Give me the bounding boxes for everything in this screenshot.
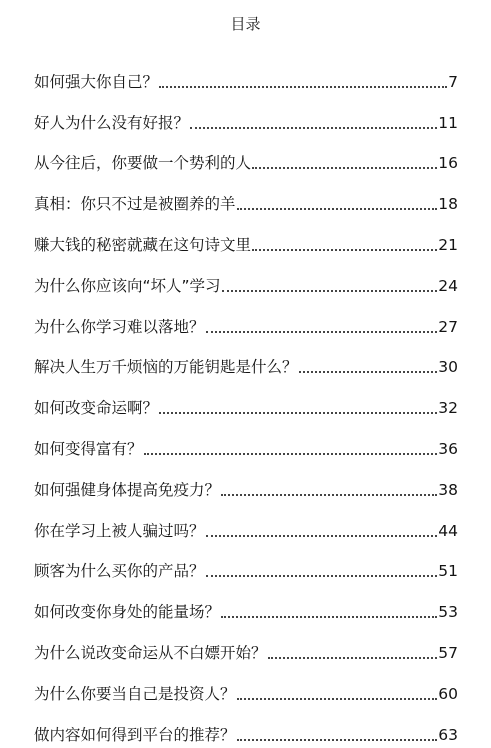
toc-page-number: 51 xyxy=(438,562,458,581)
dot-leader xyxy=(206,331,438,333)
dot-leader xyxy=(206,535,438,537)
toc-page-number: 32 xyxy=(438,399,458,418)
toc-entry-title: 为什么你学习难以落地？ xyxy=(34,317,205,336)
toc-page-number: 53 xyxy=(438,603,458,622)
dot-leader xyxy=(206,575,438,577)
dot-leader xyxy=(159,412,437,414)
toc-entry-title: 为什么说改变命运从不白嫖开始？ xyxy=(34,643,267,662)
toc-entry-title: 做内容如何得到平台的推荐？ xyxy=(34,725,236,744)
dot-leader xyxy=(252,167,437,169)
toc-page-number: 36 xyxy=(438,439,458,458)
toc-list xyxy=(34,52,458,746)
toc-page-number: 63 xyxy=(438,725,458,744)
dot-leader xyxy=(252,249,437,251)
toc-page-number: 16 xyxy=(438,154,458,173)
toc-entry-title: 顾客为什么买你的产品？ xyxy=(34,562,205,581)
dot-leader xyxy=(268,657,438,659)
toc-page-number: 38 xyxy=(438,480,458,499)
dot-leader xyxy=(299,371,438,373)
toc-entry-title: 从今往后，你要做一个势利的人 xyxy=(34,154,252,173)
toc-page-number: 57 xyxy=(438,643,458,662)
toc-entry-title: 好人为什么没有好报？ xyxy=(34,113,190,132)
toc-entry[interactable] xyxy=(34,664,458,705)
toc-entry[interactable] xyxy=(34,501,458,542)
toc-entry-title: 如何变得富有？ xyxy=(34,439,143,458)
toc-entry-title: 如何强健身体提高免疫力？ xyxy=(34,480,221,499)
toc-page-number: 7 xyxy=(448,72,458,91)
dot-leader xyxy=(237,698,438,700)
dot-leader xyxy=(237,208,438,210)
dot-leader xyxy=(221,494,437,496)
toc-entry[interactable] xyxy=(34,93,458,134)
toc-entry-title: 你在学习上被人骗过吗？ xyxy=(34,521,205,540)
toc-entry[interactable] xyxy=(34,705,458,746)
toc-entry[interactable] xyxy=(34,256,458,297)
dot-leader xyxy=(159,86,447,88)
toc-entry-title: 如何改变你身处的能量场？ xyxy=(34,603,221,622)
dot-leader xyxy=(190,127,437,129)
toc-page-number: 24 xyxy=(438,276,458,295)
toc-entry[interactable] xyxy=(34,338,458,379)
toc-entry[interactable] xyxy=(34,542,458,583)
toc-entry[interactable] xyxy=(34,215,458,256)
toc-entry-title: 解决人生万千烦恼的万能钥匙是什么？ xyxy=(34,358,298,377)
dot-leader xyxy=(144,453,438,455)
toc-entry[interactable] xyxy=(34,378,458,419)
toc-entry-title: 真相：你只不过是被圈养的羊 xyxy=(34,195,236,214)
toc-entry[interactable] xyxy=(34,623,458,664)
toc-page-number: 44 xyxy=(438,521,458,540)
dot-leader xyxy=(237,739,438,741)
toc-page-number: 18 xyxy=(438,195,458,214)
toc-entry[interactable] xyxy=(34,582,458,623)
toc-page-number: 21 xyxy=(438,235,458,254)
toc-title: 目录 xyxy=(230,15,261,33)
toc-page-number: 30 xyxy=(438,358,458,377)
toc-entry[interactable] xyxy=(34,52,458,93)
toc-entry[interactable] xyxy=(34,419,458,460)
toc-entry-title: 赚大钱的秘密就藏在这句诗文里 xyxy=(34,235,252,254)
toc-entry-title: 如何改变命运啊？ xyxy=(34,399,159,418)
toc-page-number: 11 xyxy=(438,113,458,132)
toc-page-number: 60 xyxy=(438,684,458,703)
toc-entry[interactable] xyxy=(34,297,458,338)
toc-entry-title: 为什么你要当自己是投资人？ xyxy=(34,684,236,703)
dot-leader xyxy=(222,290,438,292)
toc-entry[interactable] xyxy=(34,460,458,501)
dot-leader xyxy=(221,616,437,618)
toc-entry-title: 为什么你应该向“坏人”学习 xyxy=(34,276,221,295)
toc-page-number: 27 xyxy=(438,317,458,336)
toc-entry-title: 如何强大你自己？ xyxy=(34,72,159,91)
toc-entry[interactable] xyxy=(34,174,458,215)
toc-entry[interactable] xyxy=(34,134,458,175)
